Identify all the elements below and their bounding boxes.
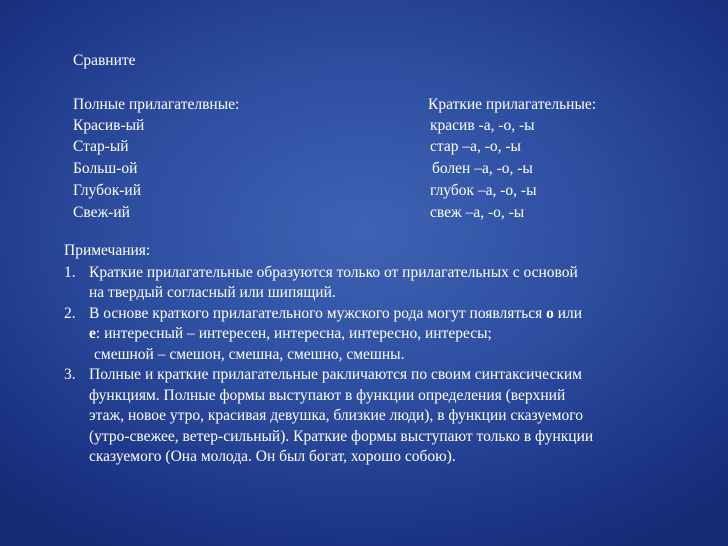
note-number: 2.	[64, 304, 76, 322]
note-text: В основе краткого прилагательного мужского рода могут появляться	[89, 304, 547, 322]
short-form-item: свеж –а, -о, -ы	[430, 204, 525, 221]
note-line	[89, 304, 704, 325]
note-number: 3.	[64, 366, 76, 383]
note-item-3	[64, 365, 704, 468]
short-adjectives-header: Краткие прилагательные:	[428, 96, 597, 113]
note-line: (утро-свежее, ветер-сильный). Краткие формы выступают только в функции	[89, 427, 594, 445]
note-item-2	[64, 304, 704, 366]
note-bold-letter: о	[546, 304, 554, 322]
note-line: смешной – смешон, смешна, смешно, смешны.	[94, 345, 405, 363]
note-text: : интересный – интересен, интересна, интересно, интересы;	[95, 325, 492, 342]
note-line	[89, 324, 704, 345]
note-line: сказуемого (Она молода. Он был богат, хорошо собою).	[89, 448, 456, 465]
note-text: или	[553, 304, 583, 322]
full-form-item: Стар-ый	[73, 138, 129, 155]
note-bold-letter: е	[89, 325, 96, 342]
short-form-item: стар –а, -о, -ы	[430, 138, 521, 155]
short-form-item: глубок –а, -о, -ы	[430, 182, 537, 199]
notes-section	[64, 241, 704, 468]
note-line: Краткие прилагательные образуются только от прилагательных с основой	[89, 263, 578, 281]
full-adjectives-header: Полные прилагателвные:	[73, 96, 240, 113]
note-line: на твердый согласный или шипящий.	[89, 284, 336, 301]
note-item-1	[64, 263, 704, 304]
full-form-item: Больш-ой	[73, 160, 138, 177]
short-form-item: болен –а, -о, -ы	[432, 160, 533, 177]
note-line: Полные и краткие прилагательные ракличаются по своим синтаксическим	[89, 366, 582, 383]
note-line: этаж, новое утро, красивая девушка, близкие люди), в функции сказуемого	[89, 407, 583, 424]
slide-title: Сравните	[73, 52, 136, 69]
full-form-item: Глубок-ий	[73, 182, 141, 199]
full-form-item: Красив-ый	[73, 117, 145, 134]
notes-heading: Примечания:	[64, 242, 151, 259]
note-number: 1.	[64, 263, 76, 281]
full-form-item: Свеж-ий	[73, 204, 130, 221]
short-form-item: красив -а, -о, -ы	[430, 117, 535, 134]
note-line: функциям. Полные формы выступают в функции определения (верхний	[89, 386, 566, 404]
